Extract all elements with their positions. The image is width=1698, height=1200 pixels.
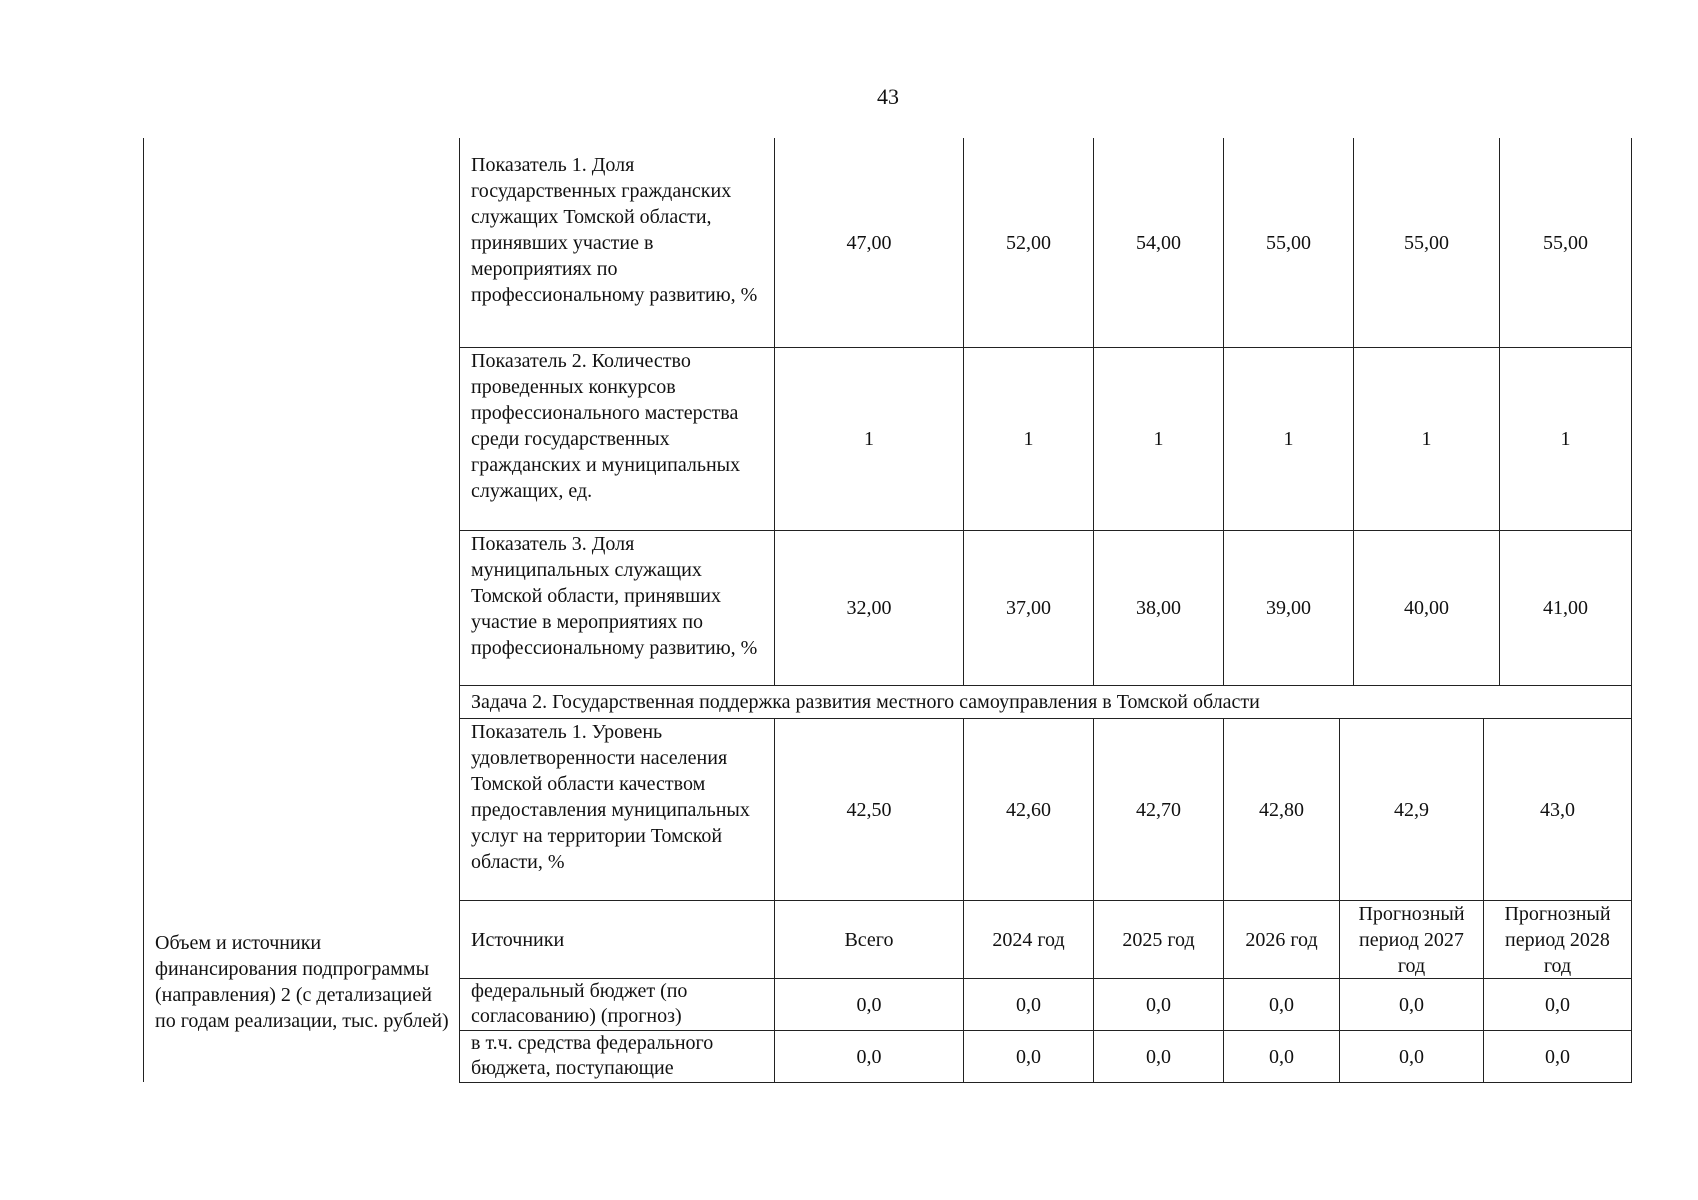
indicator-1-value-5: 55,00 [1354, 138, 1500, 348]
indicator-3-value-1: 32,00 [775, 531, 964, 686]
finance-header-2028: Прогнозный период 2028 год [1484, 901, 1632, 979]
finance-source-federal: федеральный бюджет (по согласованию) (прогноз) [459, 979, 775, 1031]
indicator-2-value-4: 1 [1224, 348, 1354, 531]
finance-transfers-2026: 0,0 [1224, 1031, 1340, 1083]
finance-federal-2026: 0,0 [1224, 979, 1340, 1031]
indicator-2-value-6: 1 [1500, 348, 1632, 531]
finance-federal-total: 0,0 [775, 979, 964, 1031]
task2-indicator-1-value-3: 42,70 [1094, 719, 1224, 901]
indicator-2-value-1: 1 [775, 348, 964, 531]
indicator-1-value-2: 52,00 [964, 138, 1094, 348]
indicator-2-value-3: 1 [1094, 348, 1224, 531]
indicator-3-value-5: 40,00 [1354, 531, 1500, 686]
finance-header-total: Всего [775, 901, 964, 979]
page-number: 43 [877, 84, 899, 109]
indicator-1-value-4: 55,00 [1224, 138, 1354, 348]
finance-header-2027: Прогнозный период 2027 год [1340, 901, 1484, 979]
indicator-3-value-4: 39,00 [1224, 531, 1354, 686]
finance-federal-2024: 0,0 [964, 979, 1094, 1031]
finance-header-2024: 2024 год [964, 901, 1094, 979]
finance-federal-2027: 0,0 [1340, 979, 1484, 1031]
indicator-3-value-2: 37,00 [964, 531, 1094, 686]
finance-header-2026: 2026 год [1224, 901, 1340, 979]
task2-indicator-1-value-4: 42,80 [1224, 719, 1340, 901]
finance-transfers-2027: 0,0 [1340, 1031, 1484, 1083]
task2-indicator-1-value-2: 42,60 [964, 719, 1094, 901]
finance-federal-2028: 0,0 [1484, 979, 1632, 1031]
finance-header-2025: 2025 год [1094, 901, 1224, 979]
indicator-1-value-3: 54,00 [1094, 138, 1224, 348]
finance-transfers-2028: 0,0 [1484, 1031, 1632, 1083]
finance-transfers-2025: 0,0 [1094, 1031, 1224, 1083]
task2-indicator-1-value-5: 42,9 [1340, 719, 1484, 901]
indicator-2-value-2: 1 [964, 348, 1094, 531]
indicator-1-value-6: 55,00 [1500, 138, 1632, 348]
indicator-1-value-1: 47,00 [775, 138, 964, 348]
left-border-line [143, 138, 144, 1082]
finance-source-federal-transfers: в т.ч. средства федерального бюджета, поступающие [459, 1031, 775, 1083]
task-2-title: Задача 2. Государственная поддержка развития местного самоуправления в Томской области [459, 686, 1632, 719]
indicator-2-value-5: 1 [1354, 348, 1500, 531]
finance-header-sources: Источники [459, 901, 775, 979]
indicator-2-label: Показатель 2. Количество проведенных конкурсов профессионального мастерства среди государственных гражданских и муниципальных служащих, ед. [459, 348, 775, 531]
task2-indicator-1-value-1: 42,50 [775, 719, 964, 901]
task2-indicator-1-label: Показатель 1. Уровень удовлетворенности населения Томской области качеством предоставления муниципальных услуг на территории Томской области, % [459, 719, 775, 901]
indicator-1-label: Показатель 1. Доля государственных гражданских служащих Томской области, принявших участие в мероприятиях по профессиональному развитию, % [459, 138, 775, 348]
finance-transfers-2024: 0,0 [964, 1031, 1094, 1083]
indicator-3-value-3: 38,00 [1094, 531, 1224, 686]
task2-indicator-1-value-6: 43,0 [1484, 719, 1632, 901]
finance-transfers-total: 0,0 [775, 1031, 964, 1083]
indicator-3-label: Показатель 3. Доля муниципальных служащих Томской области, принявших участие в мероприятиях по профессиональному развитию, % [459, 531, 775, 686]
finance-federal-2025: 0,0 [1094, 979, 1224, 1031]
financing-label: Объем и источники финансирования подпрограммы (направления) 2 (с детализацией по годам реализации, тыс. рублей) [155, 932, 449, 1032]
indicator-3-value-6: 41,00 [1500, 531, 1632, 686]
